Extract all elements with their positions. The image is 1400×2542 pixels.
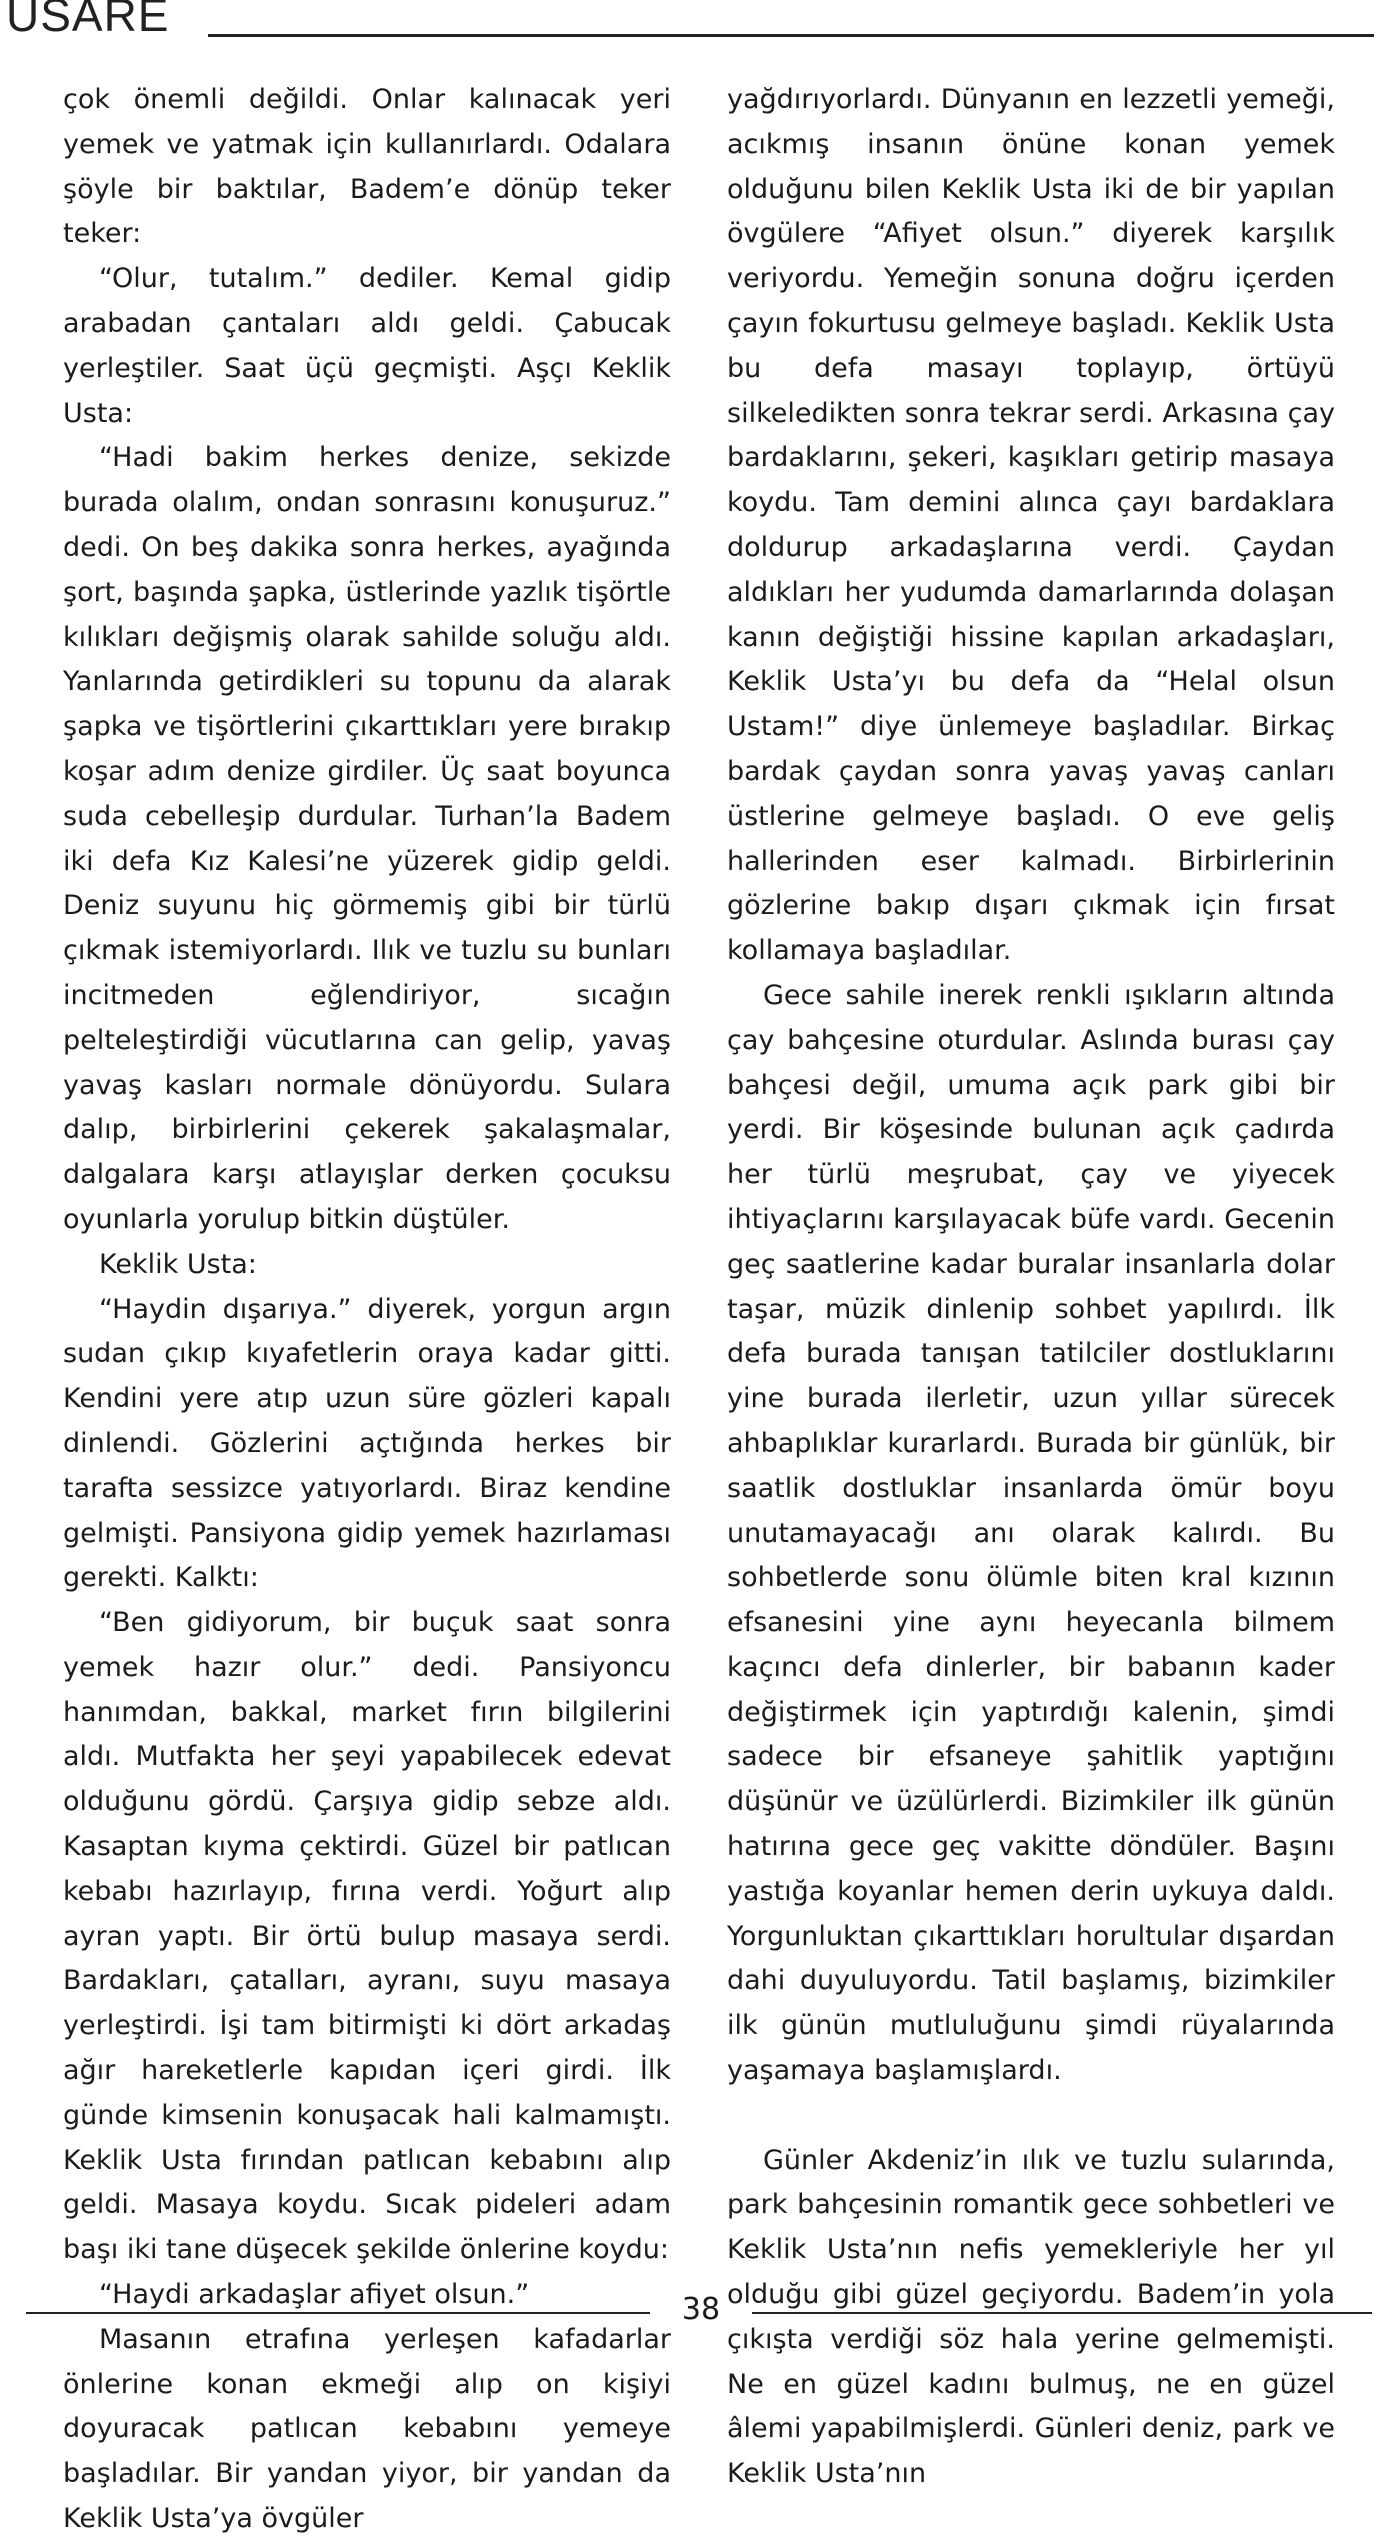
left-column bbox=[63, 78, 671, 2542]
paragraph: yağdırıyorlardı. Dünyanın en lezzetli yemeği, acıkmış insanın önüne konan yemek olduğunu bilen Keklik Usta iki de bir yapılan övgülere “Afiyet olsun.” diyerek karşılık veriyordu. Yemeğin sonuna doğru içerden çayın fokurtusu gelmeye başladı. Keklik Usta bu defa masayı toplayıp, örtüyü silkeledikten sonra tekrar serdi. Arkasına çay bardaklarını, şekeri, kaşıkları getirip masaya koydu. Tam demini alınca çayı bardaklara doldurup arkadaşlarına verdi. Çaydan aldıkları her yudumda damarlarında dolaşan kanın değiştiği hissine kapılan arkadaşları, Keklik Usta’yı bu defa da “Helal olsun Ustam!” diye ünlemeye başladılar. Birkaç bardak çaydan sonra yavaş yavaş canları üstlerine gelmeye başladı. O eve geliş hallerinden eser kalmadı. Birbirlerinin gözlerine bakıp dışarı çıkmak için fırsat kollamaya başladılar. bbox=[727, 84, 1335, 967]
footer-rule-right bbox=[752, 2312, 1372, 2314]
paragraph: Keklik Usta: bbox=[99, 1248, 257, 1280]
paragraph: Günler Akdeniz’in ılık ve tuzlu sularında, park bahçesinin romantik gece sohbetleri ve Keklik Usta’nın nefis yemekleriyle her yıl olduğu gibi güzel geçiyordu. Badem’in yola çıkışta verdiği söz hala yerine gelmemişti. Ne en güzel kadını bulmuş, ne en güzel âlemi yapabilmişlerdi. Günleri deniz, park ve Keklik Usta’nın bbox=[727, 2144, 1335, 2490]
paragraph: Gece sahile inerek renkli ışıkların altında çay bahçesine oturdular. Aslında burası çay bahçesi değil, umuma açık park gibi bir yerdi. Bir köşesinde bulunan açık çadırda her türlü meşrubat, çay ve yiyecek ihtiyaçlarını karşılayacak büfe vardı. Gecenin geç saatlerine kadar buralar insanlarla dolar taşar, müzik dinlenip sohbet yapılırdı. İlk defa burada tanışan tatilciler dostluklarını yine burada ilerletir, uzun yıllar sürecek ahbaplıklar kurarlardı. Burada bir günlük, bir saatlik dostluklar insanlarda ömür boyu unutamayacağı anı olarak kalırdı. Bu sohbetlerde sonu ölümle biten kral kızının efsanesini yine aynı heyecanla bilmem kaçıncı defa dinlerler, bir babanın kader değiştirmek için yaptırdığı kalenin, şimdi sadece bir efsaneye şahitlik yaptığını düşünür ve üzülürlerdi. Bizimkiler ilk günün hatırına gece geç vakitte döndüler. Başını yastığa koyanlar hemen derin uykuya daldı. Yorgunluktan çıkarttıkları horultular dışardan dahi duyuluyordu. Tatil başlamış, bizimkiler ilk günün mutluluğunu şimdi rüyalarında yaşamaya başlamışlardı. bbox=[727, 979, 1335, 2087]
paragraph: “Haydi arkadaşlar afiyet olsun.” bbox=[99, 2279, 530, 2311]
header-rule bbox=[208, 34, 1374, 37]
paragraph: çok önemli değildi. Onlar kalınacak yeri yemek ve yatmak için kullanırlardı. Odalara şöyle bir baktılar, Badem’e dönüp teker teker: bbox=[63, 84, 671, 250]
page-footer bbox=[0, 2290, 1400, 2330]
page-header bbox=[6, 0, 1374, 40]
paragraph: “Olur, tutalım.” dediler. Kemal gidip arabadan çantaları aldı geldi. Çabucak yerleştiler. Saat üçü geçmişti. Aşçı Keklik Usta: bbox=[63, 263, 671, 429]
paragraph: “Ben gidiyorum, bir buçuk saat sonra yemek hazır olur.” dedi. Pansiyoncu hanımdan, bakkal, market fırın bilgilerini aldı. Mutfakta her şeyi yapabilecek edevat olduğunu gördü. Çarşıya gidip sebze aldı. Kasaptan kıyma çektirdi. Güzel bir patlıcan kebabı hazırlayıp, fırına verdi. Yoğurt alıp ayran yaptı. Bir örtü bulup masaya serdi. Bardakları, çatalları, ayranı, suyu masaya yerleştirdi. İşi tam bitirmişti ki dört arkadaş ağır hareketlerle kapıdan içeri girdi. İlk günde kimsenin konuşacak hali kalmamıştı. Keklik Usta fırından patlıcan kebabını alıp geldi. Masaya koydu. Sıcak pideleri adam başı iki tane düşecek şekilde önlerine koydu: bbox=[63, 1607, 671, 2266]
paragraph: “Haydin dışarıya.” diyerek, yorgun argın sudan çıkıp kıyafetlerin oraya kadar gitti. Kendini yere atıp uzun süre gözleri kapalı dinlendi. Gözlerini açtığında herkes bir tarafta sessizce yatıyorlardı. Biraz kendine gelmişti. Pansiyona gidip yemek hazırlaması gerekti. Kalktı: bbox=[63, 1293, 671, 1594]
right-column bbox=[727, 78, 1335, 2497]
page-number: 38 bbox=[681, 2292, 721, 2327]
footer-rule-left bbox=[26, 2312, 650, 2314]
paragraph: “Hadi bakim herkes denize, sekizde burada olalım, ondan sonrasını konuşuruz.” dedi. On beş dakika sonra herkes, ayağında şort, başında şapka, üstlerinde yazlık tişörtle kılıkları değişmiş olarak sahilde soluğu aldı. Yanlarında getirdikleri su topunu da alarak şapka ve tişörtlerini çıkarttıkları yere bırakıp koşar adım denize girdiler. Üç saat boyunca suda cebelleşip durdular. Turhan’la Badem iki defa Kız Kalesi’ne yüzerek gidip geldi. Deniz suyunu hiç görmemiş gibi bir türlü çıkmak istemiyorlardı. Ilık ve tuzlu su bunları incitmeden eğlendiriyor, sıcağın pelteleştirdiği vücutlarına can gelip, yavaş yavaş kasları normale dönüyordu. Sulara dalıp, birbirlerini çekerek şakalaşmalar, dalgalara karşı atlayışlar derken çocuksu oyunlarla yorulup bitkin düştüler. bbox=[63, 442, 671, 1235]
running-title: USARE bbox=[6, 0, 170, 41]
paragraph: Masanın etrafına yerleşen kafadarlar önlerine konan ekmeği alıp on kişiyi doyuracak patlıcan kebabını yemeye başladılar. Bir yandan yiyor, bir yandan da Keklik Usta’ya övgüler bbox=[63, 2323, 671, 2535]
